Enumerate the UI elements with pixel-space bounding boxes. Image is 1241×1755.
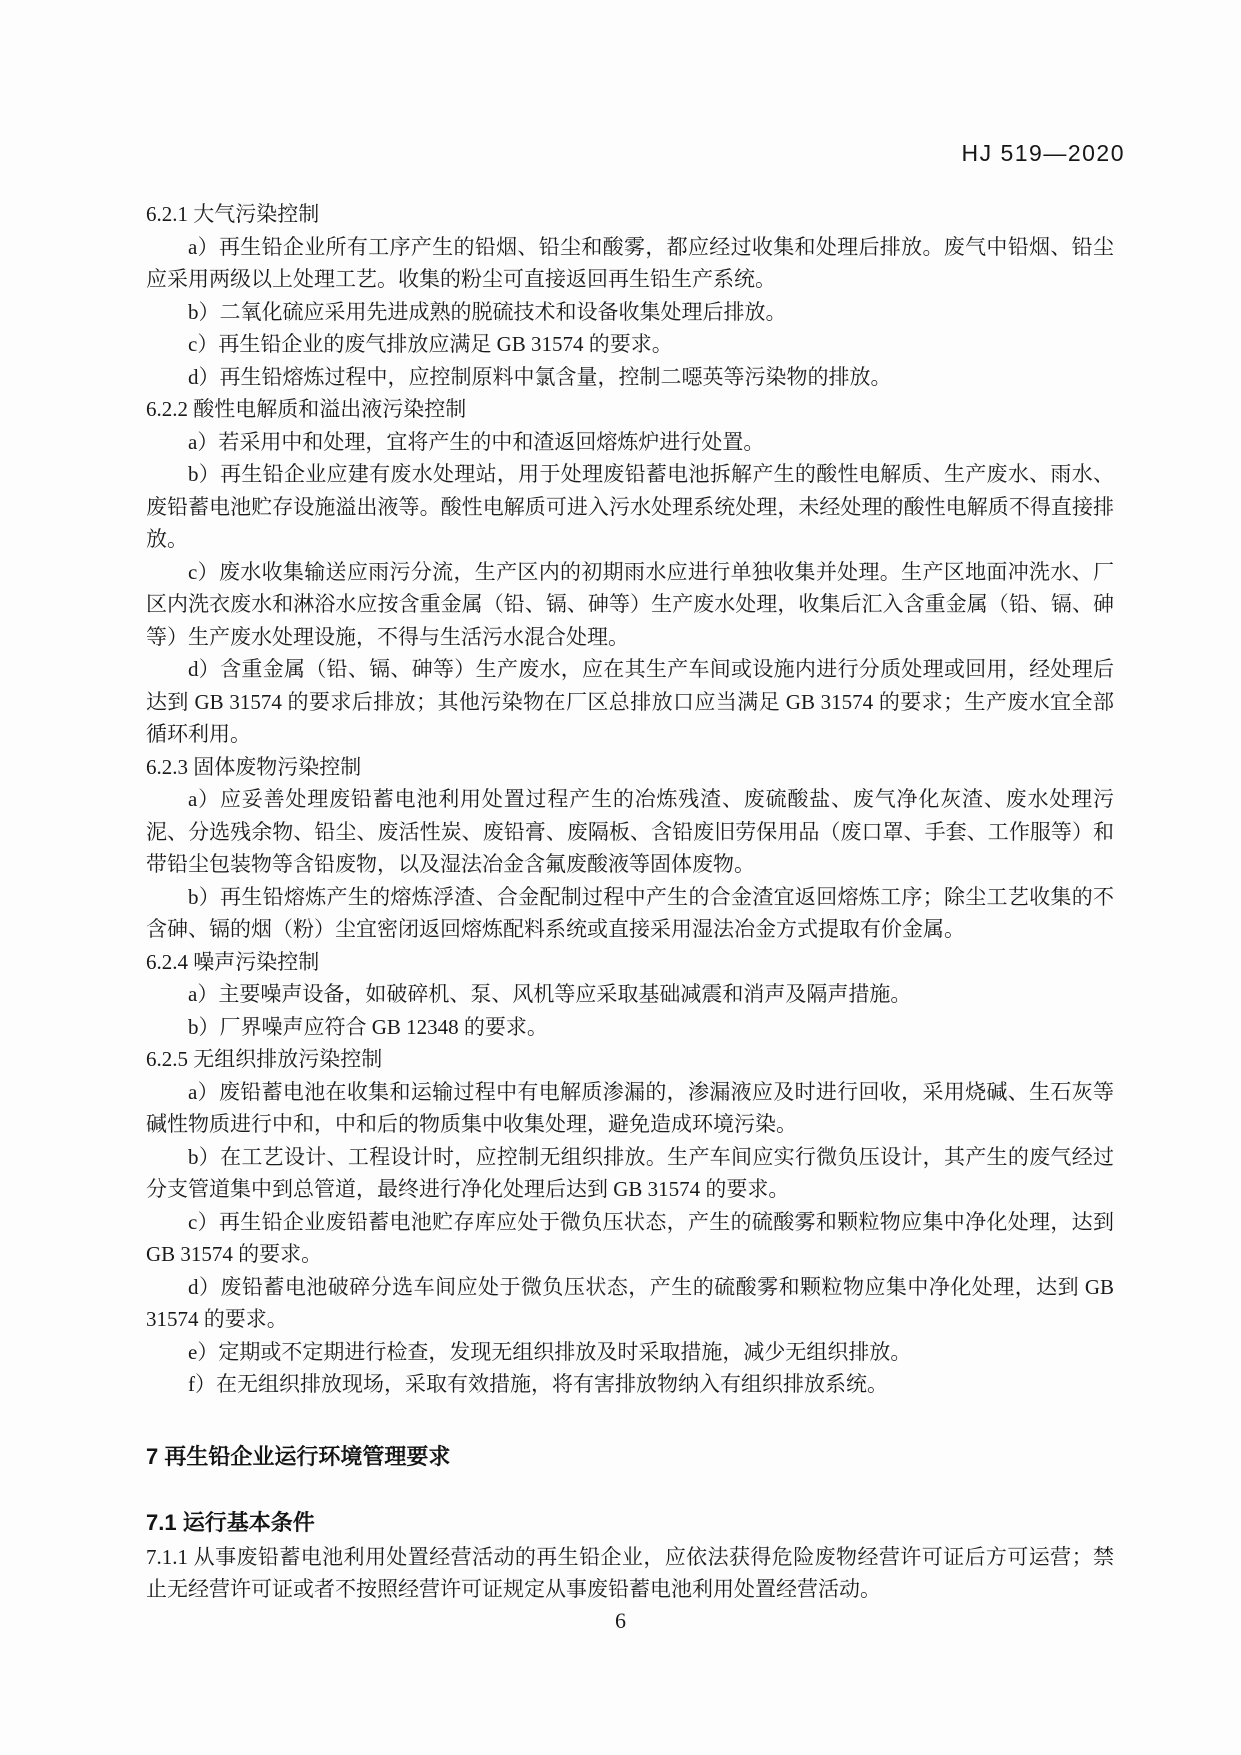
- para-6-2-5-b: b）在工艺设计、工程设计时，应控制无组织排放。生产车间应实行微负压设计，其产生的废气经过分支管道集中到总管道，最终进行净化处理后达到 GB 31574 的要求。: [146, 1144, 1114, 1201]
- heading-6-2-1: 6.2.1 大气污染控制: [146, 202, 320, 226]
- para-6-2-1-b: b）二氧化硫应采用先进成熟的脱硫技术和设备收集处理后排放。: [188, 299, 787, 324]
- para-6-2-5-f: f）在无组织排放现场，采取有效措施，将有害排放物纳入有组织排放系统。: [188, 1372, 888, 1396]
- para-6-2-2-b: b）再生铅企业应建有废水处理站，用于处理废铅蓄电池拆解产生的酸性电解质、生产废水、雨水、废铅蓄电池贮存设施溢出液等。酸性电解质可进入污水处理系统处理，未经处理的酸性电解质不得直接排放。: [146, 462, 1114, 551]
- para-6-2-4-a: a）主要噪声设备，如破碎机、泵、风机等应采取基础减震和消声及隔声措施。: [188, 982, 912, 1006]
- heading-7: 7 再生铅企业运行环境管理要求: [146, 1443, 451, 1469]
- para-6-2-5-d: d）废铅蓄电池破碎分选车间应处于微负压状态，产生的硫酸雾和颗粒物应集中净化处理，达到 GB 31574 的要求。: [146, 1274, 1114, 1331]
- para-6-2-1-d: d）再生铅熔炼过程中，应控制原料中氯含量，控制二噁英等污染物的排放。: [188, 364, 892, 389]
- heading-6-2-4: 6.2.4 噪声污染控制: [146, 949, 320, 974]
- heading-7-1: 7.1 运行基本条件: [146, 1509, 315, 1535]
- para-7-1-1: 7.1.1 从事废铅蓄电池利用处置经营活动的再生铅企业，应依法获得危险废物经营许可证后方可运营；禁止无经营许可证或者不按照经营许可证规定从事废铅蓄电池利用处置经营活动。: [146, 1544, 1114, 1601]
- para-6-2-5-c: c）再生铅企业废铅蓄电池贮存库应处于微负压状态，产生的硫酸雾和颗粒物应集中净化处理，达到 GB 31574 的要求。: [146, 1209, 1114, 1266]
- para-6-2-1-c: c）再生铅企业的废气排放应满足 GB 31574 的要求。: [188, 332, 673, 356]
- page-number: 6: [615, 1608, 626, 1633]
- para-6-2-2-c: c）废水收集输送应雨污分流，生产区内的初期雨水应进行单独收集并处理。生产区地面冲洗水、厂区内洗衣废水和淋浴水应按含重金属（铅、镉、砷等）生产废水处理，收集后汇入含重金属（铅、镉、砷等）生产废水处理设施，不得与生活污水混合处理。: [146, 559, 1114, 649]
- document-body: [146, 198, 1114, 1606]
- para-6-2-5-a: a）废铅蓄电池在收集和运输过程中有电解质渗漏的，渗漏液应及时进行回收，采用烧碱、生石灰等碱性物质进行中和，中和后的物质集中收集处理，避免造成环境污染。: [146, 1079, 1114, 1136]
- para-6-2-5-e: e）定期或不定期进行检查，发现无组织排放及时采取措施，减少无组织排放。: [188, 1339, 912, 1364]
- para-6-2-4-b: b）厂界噪声应符合 GB 12348 的要求。: [188, 1014, 548, 1039]
- para-6-2-2-d: d）含重金属（铅、镉、砷等）生产废水，应在其生产车间或设施内进行分质处理或回用，经处理后达到 GB 31574 的要求后排放；其他污染物在厂区总排放口应当满足 GB 31574 的要求；生产废水宜全部循环利用。: [146, 657, 1114, 746]
- para-6-2-1-a: a）再生铅企业所有工序产生的铅烟、铅尘和酸雾，都应经过收集和处理后排放。废气中铅烟、铅尘应采用两级以上处理工艺。收集的粉尘可直接返回再生铅生产系统。: [146, 234, 1114, 291]
- heading-6-2-3: 6.2.3 固体废物污染控制: [146, 754, 362, 779]
- para-6-2-3-b: b）再生铅熔炼产生的熔炼浮渣、合金配制过程中产生的合金渣宜返回熔炼工序；除尘工艺收集的不含砷、镉的烟（粉）尘宜密闭返回熔炼配料系统或直接采用湿法冶金方式提取有价金属。: [146, 884, 1114, 941]
- heading-6-2-2: 6.2.2 酸性电解质和溢出液污染控制: [146, 397, 467, 421]
- heading-6-2-5: 6.2.5 无组织排放污染控制: [146, 1047, 383, 1071]
- doc-number: HJ 519—2020: [961, 140, 1125, 166]
- para-6-2-2-a: a）若采用中和处理，宜将产生的中和渣返回熔炼炉进行处置。: [188, 429, 765, 454]
- para-6-2-3-a: a）应妥善处理废铅蓄电池利用处置过程产生的冶炼残渣、废硫酸盐、废气净化灰渣、废水处理污泥、分选残余物、铅尘、废活性炭、废铅膏、废隔板、含铅废旧劳保用品（废口罩、手套、工作服等）和带铅尘包装物等含铅废物，以及湿法冶金含氟废酸液等固体废物。: [146, 787, 1114, 876]
